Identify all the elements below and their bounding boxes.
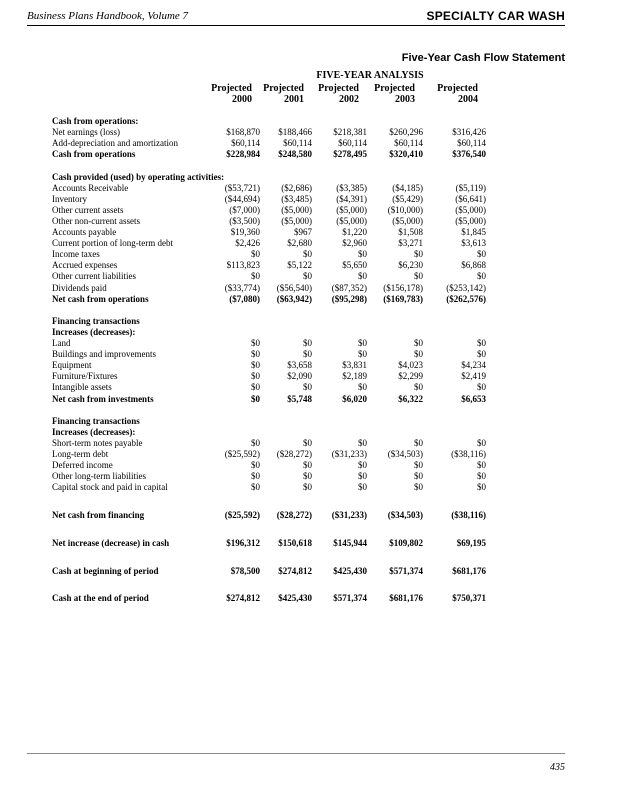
cell-value: $0 xyxy=(303,382,312,393)
cell-value: $0 xyxy=(251,460,260,471)
cell-value: $0 xyxy=(303,349,312,360)
cell-value: $2,090 xyxy=(287,371,312,382)
cell-value: $188,466 xyxy=(278,127,312,138)
row-label: Increases (decreases): xyxy=(52,326,136,337)
cell-value: ($33,774) xyxy=(224,282,260,293)
row-label: Other current liabilities xyxy=(52,271,136,282)
cell-value: $0 xyxy=(477,382,486,393)
header-rule xyxy=(27,25,565,26)
cell-value: $2,419 xyxy=(461,371,486,382)
column-header-year: 2003 xyxy=(395,94,415,105)
cell-value: $0 xyxy=(477,460,486,471)
cell-value: $0 xyxy=(358,482,367,493)
cell-value: ($95,298) xyxy=(331,293,367,304)
cell-value: ($5,119) xyxy=(455,182,486,193)
cell-value: ($7,000) xyxy=(229,204,260,215)
cell-value: $0 xyxy=(414,437,423,448)
cell-value: $6,653 xyxy=(461,393,486,404)
table-row xyxy=(52,283,497,294)
table-row xyxy=(52,205,497,216)
table-row xyxy=(52,327,497,338)
page-number: 435 xyxy=(550,762,565,773)
table-row xyxy=(52,510,497,521)
table-row xyxy=(52,382,497,393)
cell-value: $967 xyxy=(294,227,312,237)
cell-value: ($5,000) xyxy=(336,215,367,226)
table-row xyxy=(52,260,497,271)
cell-value: $1,220 xyxy=(342,227,367,237)
cell-value: $60,114 xyxy=(457,138,486,149)
table-row xyxy=(52,371,497,382)
cell-value: $3,271 xyxy=(398,238,423,249)
section-title: SPECIALTY CAR WASH xyxy=(426,9,565,23)
cell-value: ($44,694) xyxy=(224,193,260,204)
cell-value: ($56,540) xyxy=(276,282,312,293)
cell-value: $0 xyxy=(477,482,486,493)
cell-value: $60,114 xyxy=(338,138,367,149)
cell-value: $425,430 xyxy=(278,593,312,604)
table-row xyxy=(52,127,497,138)
cell-value: $60,114 xyxy=(283,138,312,149)
cell-value: ($38,116) xyxy=(451,449,486,459)
cell-value: $2,960 xyxy=(342,238,367,249)
cell-value: ($38,116) xyxy=(451,510,486,521)
cell-value: $0 xyxy=(303,249,312,260)
cell-value: $0 xyxy=(414,338,423,348)
cell-value: ($25,592) xyxy=(224,449,260,459)
cell-value: $1,508 xyxy=(398,227,423,237)
row-label: Accounts payable xyxy=(52,227,117,237)
cell-value: $196,312 xyxy=(226,537,260,548)
cell-value: ($4,391) xyxy=(336,193,367,204)
cell-value: ($5,000) xyxy=(455,215,486,226)
row-label: Add-depreciation and amortization xyxy=(52,138,178,149)
row-label: Inventory xyxy=(52,193,87,204)
cell-value: $274,812 xyxy=(226,593,260,604)
row-label: Cash at beginning of period xyxy=(52,565,159,576)
table-row xyxy=(52,566,497,577)
table-row xyxy=(52,593,497,604)
cell-value: ($3,385) xyxy=(336,182,367,193)
row-label: Net cash from operations xyxy=(52,293,149,304)
cell-value: $0 xyxy=(414,349,423,360)
table-row xyxy=(52,471,497,482)
cell-value: $0 xyxy=(303,271,312,282)
cell-value: $109,802 xyxy=(389,537,423,548)
column-header-line1: Projected xyxy=(318,83,359,94)
row-label: Other current assets xyxy=(52,204,124,215)
cell-value: ($10,000) xyxy=(387,204,423,215)
row-label: Net cash from financing xyxy=(52,510,145,521)
cell-value: ($31,233) xyxy=(331,449,367,459)
column-header-line1: Projected xyxy=(211,83,252,94)
cell-value: $0 xyxy=(303,471,312,482)
column-header-line1: Projected xyxy=(263,83,304,94)
cell-value: $69,195 xyxy=(456,537,486,548)
cell-value: $0 xyxy=(414,382,423,393)
cell-value: ($4,185) xyxy=(392,182,423,193)
row-label: Buildings and improvements xyxy=(52,349,156,360)
table-row xyxy=(52,449,497,460)
cell-value: $376,540 xyxy=(452,149,486,160)
row-label: Other long-term liabilities xyxy=(52,471,146,482)
cell-value: $0 xyxy=(358,460,367,471)
cell-value: $0 xyxy=(303,482,312,493)
cell-value: ($34,503) xyxy=(387,510,423,521)
cell-value: $168,870 xyxy=(226,127,260,138)
table-row xyxy=(52,538,497,549)
row-label: Cash from operations xyxy=(52,149,136,160)
cell-value: $5,748 xyxy=(287,393,312,404)
cell-value: ($25,592) xyxy=(224,510,260,521)
cell-value: ($34,503) xyxy=(387,449,423,459)
cell-value: $2,189 xyxy=(342,371,367,382)
cell-value: $0 xyxy=(414,460,423,471)
cell-value: ($5,000) xyxy=(281,204,312,215)
cell-value: $5,650 xyxy=(342,260,367,271)
cell-value: $0 xyxy=(414,271,423,282)
cell-value: ($28,272) xyxy=(276,449,312,459)
table-row xyxy=(52,227,497,238)
row-label: Cash provided (used) by operating activities: xyxy=(52,171,225,182)
table-row xyxy=(52,116,497,127)
cell-value: $248,580 xyxy=(278,149,312,160)
cell-value: $274,812 xyxy=(278,565,312,576)
cell-value: $3,831 xyxy=(342,360,367,371)
table-row xyxy=(52,349,497,360)
cell-value: $6,868 xyxy=(461,260,486,271)
row-label: Net cash from investments xyxy=(52,393,154,404)
cell-value: ($5,000) xyxy=(336,204,367,215)
table-row xyxy=(52,427,497,438)
table-row xyxy=(52,316,497,327)
table-row xyxy=(52,438,497,449)
cell-value: $0 xyxy=(414,482,423,493)
table-row xyxy=(52,238,497,249)
row-label: Land xyxy=(52,338,71,348)
cell-value: $0 xyxy=(358,249,367,260)
cell-value: $0 xyxy=(358,437,367,448)
column-header-year: 2001 xyxy=(284,94,304,105)
cell-value: $278,495 xyxy=(333,149,367,160)
row-label: Increases (decreases): xyxy=(52,426,136,437)
table-row xyxy=(52,216,497,227)
table-row xyxy=(52,338,497,349)
column-header-year: 2004 xyxy=(458,94,478,105)
row-label: Financing transactions xyxy=(52,415,140,426)
cell-value: $0 xyxy=(251,371,260,382)
row-label: Income taxes xyxy=(52,249,100,260)
table-row xyxy=(52,249,497,260)
row-label: Intangible assets xyxy=(52,382,112,393)
cell-value: $6,230 xyxy=(398,260,423,271)
cell-value: $0 xyxy=(358,471,367,482)
column-header-line1: Projected xyxy=(374,83,415,94)
cell-value: $150,618 xyxy=(278,537,312,548)
table-row xyxy=(52,294,497,305)
row-label: Net earnings (loss) xyxy=(52,127,120,138)
row-label: Long-term debt xyxy=(52,449,109,459)
footer-rule xyxy=(27,753,565,754)
cell-value: $0 xyxy=(358,338,367,348)
cell-value: $0 xyxy=(358,382,367,393)
cell-value: $681,176 xyxy=(389,593,423,604)
cell-value: ($156,178) xyxy=(383,282,423,293)
cell-value: $260,296 xyxy=(389,127,423,138)
cell-value: $0 xyxy=(251,393,260,404)
cell-value: ($2,686) xyxy=(281,182,312,193)
column-header xyxy=(248,83,304,105)
row-label: Financing transactions xyxy=(52,315,140,326)
cell-value: $0 xyxy=(251,249,260,260)
cell-value: $0 xyxy=(358,271,367,282)
cell-value: $228,984 xyxy=(226,149,260,160)
cell-value: ($3,485) xyxy=(281,193,312,204)
cell-value: $0 xyxy=(414,249,423,260)
cell-value: ($7,080) xyxy=(229,293,260,304)
cell-value: $60,114 xyxy=(231,138,260,149)
cell-value: ($87,352) xyxy=(331,282,367,293)
column-header xyxy=(303,83,359,105)
table-row xyxy=(52,172,497,183)
analysis-heading: FIVE-YEAR ANALYSIS xyxy=(316,70,424,81)
cell-value: ($63,942) xyxy=(276,293,312,304)
table-row xyxy=(52,183,497,194)
row-label: Accounts Receivable xyxy=(52,182,129,193)
cell-value: $0 xyxy=(251,360,260,371)
cell-value: $0 xyxy=(251,382,260,393)
cell-value: ($6,641) xyxy=(455,193,486,204)
row-label: Short-term notes payable xyxy=(52,437,143,448)
column-header-year: 2000 xyxy=(232,94,252,105)
cell-value: $0 xyxy=(251,437,260,448)
cell-value: $0 xyxy=(477,249,486,260)
cell-value: ($169,783) xyxy=(383,293,423,304)
row-label: Deferred income xyxy=(52,460,113,471)
cell-value: $60,114 xyxy=(394,138,423,149)
cell-value: $0 xyxy=(414,471,423,482)
column-header xyxy=(196,83,252,105)
column-header-year: 2002 xyxy=(339,94,359,105)
row-label: Net increase (decrease) in cash xyxy=(52,537,170,548)
table-row xyxy=(52,416,497,427)
column-header-line1: Projected xyxy=(437,83,478,94)
cell-value: ($5,000) xyxy=(281,215,312,226)
cell-value: $2,299 xyxy=(398,371,423,382)
table-row xyxy=(52,360,497,371)
cell-value: $571,374 xyxy=(333,593,367,604)
cell-value: $4,234 xyxy=(461,360,486,371)
book-title: Business Plans Handbook, Volume 7 xyxy=(27,10,189,22)
table-row xyxy=(52,138,497,149)
row-label: Accrued expenses xyxy=(52,260,118,271)
cell-value: ($3,500) xyxy=(229,215,260,226)
cell-value: $0 xyxy=(303,460,312,471)
cell-value: $19,360 xyxy=(230,227,260,237)
cell-value: $0 xyxy=(303,437,312,448)
table-row xyxy=(52,394,497,405)
row-label: Cash at the end of period xyxy=(52,593,149,604)
row-label: Current portion of long-term debt xyxy=(52,238,173,249)
cell-value: $2,680 xyxy=(287,238,312,249)
cell-value: $4,023 xyxy=(398,360,423,371)
cell-value: $0 xyxy=(477,349,486,360)
cell-value: $0 xyxy=(251,349,260,360)
cell-value: $681,176 xyxy=(452,565,486,576)
column-header xyxy=(422,83,478,105)
cell-value: $6,322 xyxy=(398,393,423,404)
row-label: Other non-current assets xyxy=(52,215,140,226)
cell-value: $0 xyxy=(477,271,486,282)
cell-value: $78,500 xyxy=(230,565,260,576)
row-label: Equipment xyxy=(52,360,92,371)
cell-value: ($253,142) xyxy=(446,282,486,293)
cell-value: $1,845 xyxy=(461,227,486,237)
cell-value: ($28,272) xyxy=(276,510,312,521)
table-row xyxy=(52,460,497,471)
cell-value: $0 xyxy=(251,271,260,282)
row-label: Dividends paid xyxy=(52,282,107,293)
cell-value: ($5,000) xyxy=(455,204,486,215)
cell-value: $3,658 xyxy=(287,360,312,371)
column-header xyxy=(359,83,415,105)
row-label: Cash from operations: xyxy=(52,116,139,126)
cell-value: $3,613 xyxy=(461,238,486,249)
cell-value: ($5,000) xyxy=(392,215,423,226)
table-row xyxy=(52,482,497,493)
cell-value: $0 xyxy=(251,482,260,493)
cell-value: $113,823 xyxy=(226,260,260,271)
cell-value: ($31,233) xyxy=(331,510,367,521)
cell-value: $425,430 xyxy=(333,565,367,576)
cell-value: $2,426 xyxy=(235,238,260,249)
cell-value: $218,381 xyxy=(333,127,367,138)
cell-value: $0 xyxy=(251,471,260,482)
cell-value: ($53,721) xyxy=(224,182,260,193)
cell-value: $0 xyxy=(477,338,486,348)
row-label: Furniture/Fixtures xyxy=(52,371,118,382)
cell-value: $0 xyxy=(358,349,367,360)
cell-value: ($262,576) xyxy=(446,293,486,304)
cell-value: $0 xyxy=(303,338,312,348)
cell-value: $5,122 xyxy=(287,260,312,271)
cell-value: $571,374 xyxy=(389,565,423,576)
cell-value: $145,944 xyxy=(333,537,367,548)
cell-value: $0 xyxy=(251,338,260,348)
cell-value: $750,371 xyxy=(452,593,486,604)
table-row xyxy=(52,271,497,282)
cell-value: $0 xyxy=(477,437,486,448)
cell-value: $0 xyxy=(477,471,486,482)
statement-title: Five-Year Cash Flow Statement xyxy=(401,52,565,64)
table-row xyxy=(52,149,497,160)
cell-value: $320,410 xyxy=(389,149,423,160)
table-row xyxy=(52,194,497,205)
cell-value: ($5,429) xyxy=(392,193,423,204)
cell-value: $316,426 xyxy=(452,127,486,138)
row-label: Capital stock and paid in capital xyxy=(52,482,168,493)
cell-value: $6,020 xyxy=(342,393,367,404)
